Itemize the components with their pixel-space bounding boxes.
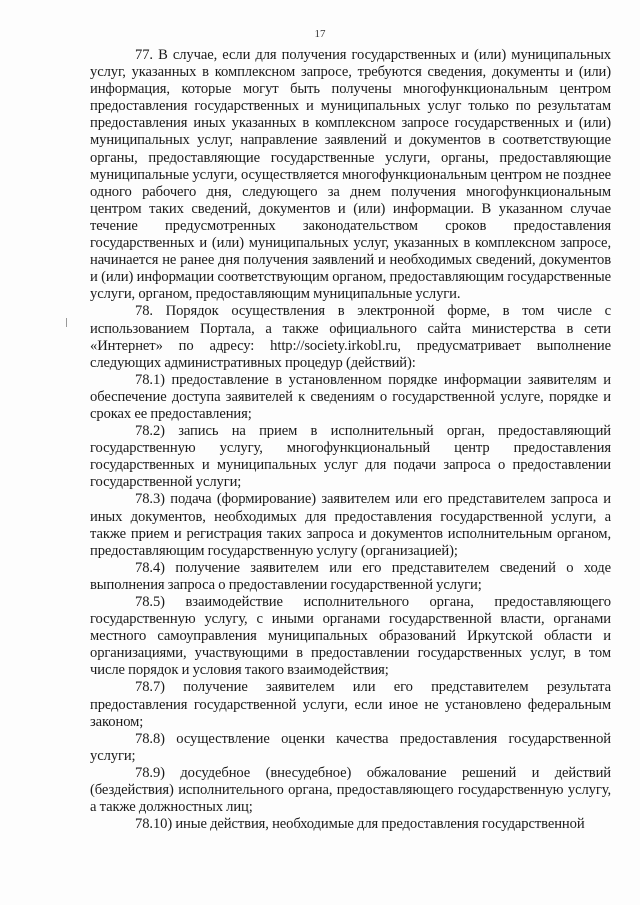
paragraph-78-3: 78.3) подача (формирование) заявителем или его представителем запроса и иных документов, необходимых для предоставления государственной услуги, а также прием и регистрация таких запроса и документов исполнительным органом, предоставляющим государственную услугу (организацией); — [90, 491, 611, 559]
paragraph-78-5: 78.5) взаимодействие исполнительного органа, предоставляющего государственную услугу, с иными органами государственной власти, органами местного самоуправления муниципальных образований Иркутской области и организациями, участвующими в предоставлении государственных услуг, в том числе порядок и условия такого взаимодействия; — [90, 594, 611, 679]
margin-mark — [66, 318, 67, 327]
paragraph-78-9: 78.9) досудебное (внесудебное) обжалование решений и действий (бездействия) исполнительного органа, предоставляющего государственную услугу, а также должностных лиц; — [90, 764, 611, 816]
paragraph-78: 78. Порядок осуществления в электронной форме, в том числе с использованием Портала, а также официального сайта министерства в сети «Интернет» по адресу: http://society.irkobl.ru, предусматривает выполнение следующих административных процедур (действий): — [90, 303, 611, 371]
page-number: 17 — [314, 28, 326, 40]
paragraph-78-4: 78.4) получение заявителем или его представителем сведений о ходе выполнения запроса о предоставлении государственной услуги; — [90, 559, 611, 593]
paragraph-78-7: 78.7) получение заявителем или его представителем результата предоставления государственной услуги, если иное не установлено федеральным законом; — [90, 679, 611, 730]
paragraph-78-1: 78.1) предоставление в установленном порядке информации заявителям и обеспечение доступа заявителей к сведениям о государственной услуге, порядке и сроках ее предоставления; — [90, 371, 611, 422]
document-body — [90, 47, 611, 833]
paragraph-77: 77. В случае, если для получения государственных и (или) муниципальных услуг, указанных в комплексном запросе, требуются сведения, документы и (или) информация, которые могут быть получены многофункциональным центром предоставления государственных и муниципальных услуг только по результатам предоставления иных указанных в комплексном запросе государственных и (или) муниципальных услуг, направление заявлений и документов в соответствующие органы, предоставляющие государственные услуги, органы, предоставляющие муниципальные услуги, осуществляется многофункциональным центром не позднее одного рабочего дня, следующего за днем получения многофункциональным центром таких сведений, документов и (или) информации. В указанном случае течение предусмотренных законодательством сроков предоставления государственных и (или) муниципальных услуг, указанных в комплексном запросе, начинается не ранее дня получения заявлений и необходимых сведений, документов и (или) информации соответствующим органом, предоставляющим государственные услуги, органом, предоставляющим муниципальные услуги. — [90, 47, 611, 303]
paragraph-78-10: 78.10) иные действия, необходимые для предоставления государственной — [135, 816, 585, 833]
paragraph-78-2: 78.2) запись на прием в исполнительный орган, предоставляющий государственную услугу, многофункциональный центр предоставления государственных и муниципальных услуг для подачи запроса о предоставлении государственной услуги; — [90, 423, 611, 491]
paragraph-78-8: 78.8) осуществление оценки качества предоставления государственной услуги; — [90, 730, 611, 764]
